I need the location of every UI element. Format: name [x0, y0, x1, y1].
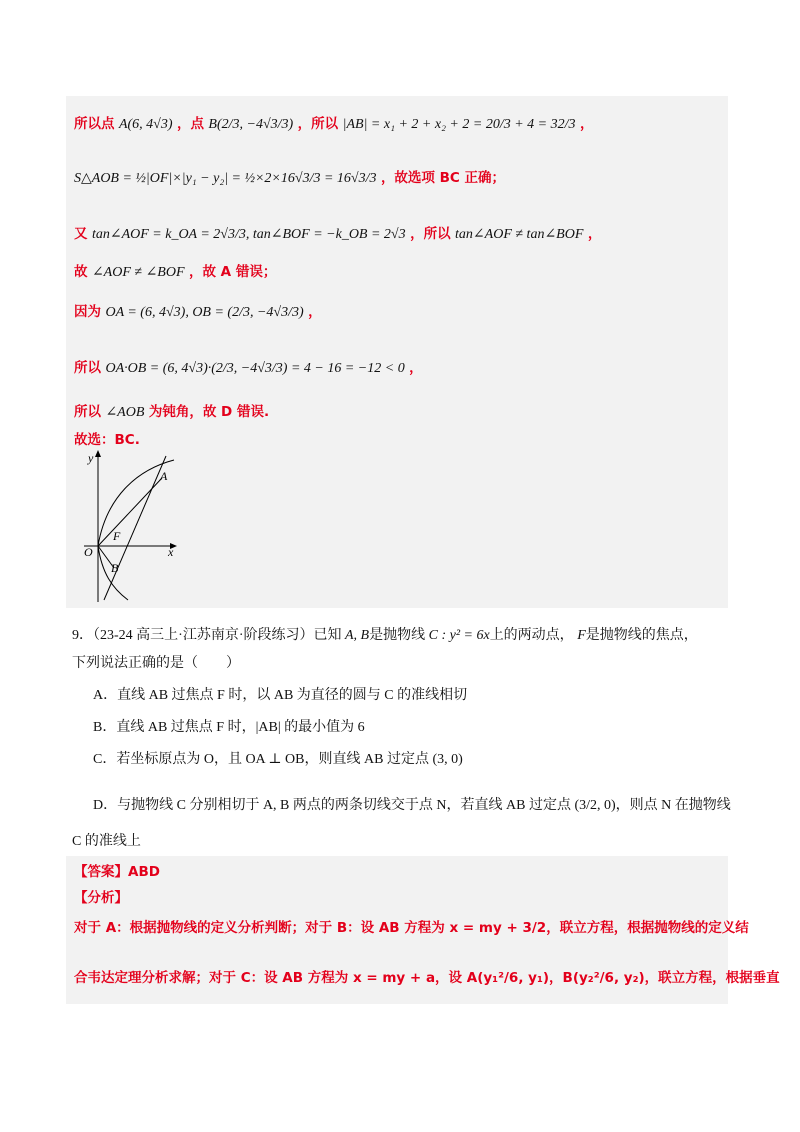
solution-line-8: 故选：BC. — [74, 432, 140, 448]
analysis-line-2: 合韦达定理分析求解；对于 C：设 AB 方程为 x = my + a，设 A(y₁²/6, y₁)，B(y₂²/6, y₂)，联立方程，根据垂直 — [74, 970, 780, 986]
answer-label: 【答案】ABD — [74, 864, 160, 880]
solution-line-3: 又 tan∠AOF = k_OA = 2√3/3, tan∠BOF = −k_OB = 2√3 ，所以 tan∠AOF ≠ tan∠BOF ， — [74, 226, 602, 242]
solution-line-1: 所以点 A(6, 4√3) ，点 B(2/3, −4√3/3) ，所以 |AB| = x₁ + 2 + x₂ + 2 = 20/3 + 4 = 32/3 ， — [74, 116, 594, 132]
point-a-label: A — [160, 469, 168, 483]
x-axis-label: x — [168, 545, 174, 559]
y-axis-label: y — [88, 451, 94, 465]
analysis-line-1: 对于 A：根据抛物线的定义分析判断；对于 B：设 AB 方程为 x = my + 3/2，联立方程，根据抛物线的定义结 — [74, 920, 749, 936]
question-stem-line-2: 下列说法正确的是（ ） — [72, 656, 240, 671]
option-b[interactable]: B．直线 AB 过焦点 F 时，|AB| 的最小值为 6 — [93, 720, 365, 735]
option-d[interactable]: D．与抛物线 C 分别相切于 A, B 两点的两条切线交于点 N，若直线 AB 过定点 (3/2, 0)，则点 N 在抛物线 — [93, 798, 731, 813]
solution-line-2: S△AOB = ½|OF|×|y₁ − y₂| = ½×2×16√3/3 = 16√3/3 ，故选项 BC 正确； — [74, 170, 506, 186]
solution-line-5: 因为 OA = (6, 4√3), OB = (2/3, −4√3/3) ， — [74, 304, 322, 320]
focus-label: F — [113, 529, 121, 543]
solution-line-6: 所以 OA·OB = (6, 4√3)·(2/3, −4√3/3) = 4 − 16 = −12 < 0 ， — [74, 360, 423, 376]
option-d-continued: C 的准线上 — [72, 834, 141, 849]
origin-label: O — [84, 545, 93, 559]
solution-line-7: 所以 ∠AOB 为钝角，故 D 错误. — [74, 404, 270, 420]
option-a[interactable]: A．直线 AB 过焦点 F 时，以 AB 为直径的圆与 C 的准线相切 — [93, 688, 468, 703]
question-stem-line-1: 9．（23-24 高三上·江苏南京·阶段练习）已知 A, B是抛物线 C : y² = 6x上的两动点， F是抛物线的焦点， — [72, 628, 698, 643]
solution-line-4: 故 ∠AOF ≠ ∠BOF ，故 A 错误； — [74, 264, 277, 280]
parabola-figure — [76, 448, 182, 604]
point-b-label: B — [111, 561, 119, 575]
analysis-label: 【分析】 — [74, 890, 128, 906]
option-c[interactable]: C．若坐标原点为 O，且 OA ⊥ OB，则直线 AB 过定点 (3, 0) — [93, 752, 463, 767]
